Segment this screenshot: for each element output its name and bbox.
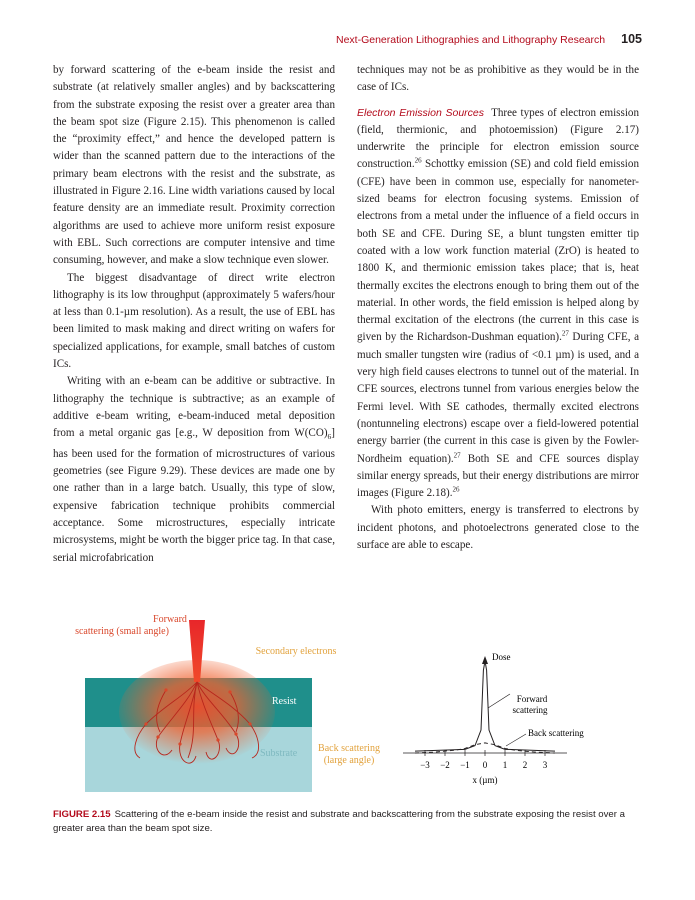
paragraph-text: Both SE and CFE sources display similar energy spreads, but their energy distributions are mirror images (Figure 2.18). bbox=[357, 452, 639, 500]
reference: 26 bbox=[414, 156, 422, 165]
paragraph-text: Schottky emission (SE) and cold field emission (CFE) have been in common use, especially for nanometer-sized beams for electron focusing systems. Emission of electrons from a metal under the influence of a field occurs in both SE and CFE. During SE, a blunt tungsten emitter tip coated with a low work function material (ZrO) is heated to 1800 K, and thermionic emission takes place; that is, heat thermally excites the electrons enough to bring them out of the material. In other words, the field emission is helped along by thermal excitation of the electrons (the current in this case is given by the Richardson-Dushman equation). bbox=[357, 158, 639, 344]
right-column bbox=[357, 62, 639, 554]
running-header bbox=[336, 33, 642, 49]
x-tick-label: 3 bbox=[542, 760, 548, 770]
figure-2-15 bbox=[60, 612, 650, 802]
label-resist: Resist bbox=[272, 696, 297, 707]
reference: 27 bbox=[453, 450, 461, 459]
label-back-scattering-detail: (large angle) bbox=[323, 755, 375, 766]
paragraph bbox=[357, 105, 639, 503]
graph-label-back: Back scattering bbox=[528, 728, 584, 738]
caption-label: FIGURE 2.15 bbox=[53, 809, 111, 820]
x-tick-label: −2 bbox=[440, 760, 450, 770]
x-tick-label: −1 bbox=[460, 760, 470, 770]
paragraph-text: Writing with an e-beam can be additive or subtractive. In lithography the technique is subtractive; as an example of additive e-beam writing, e-beam-induced metal deposition from a metal organic gas [e.g., W deposition from W(CO) bbox=[53, 375, 335, 440]
reference: 27 bbox=[561, 329, 569, 338]
paragraph-text: During CFE, a much smaller tungsten wire (radius of <0.1 µm) is used, and a very high field causes electrons to tunnel out of the material. In CFE sources, electrons tunnel from various energies below the Fermi level. With SE cathodes, thermally excited electrons (nontunneling electrons) escape over a field-lowered potential energy barrier (the current in this case is given by the Fowler-Nordheim equation). bbox=[357, 331, 639, 465]
figure-graphic bbox=[60, 612, 650, 802]
dose-graph bbox=[403, 652, 584, 785]
figure-caption bbox=[53, 808, 645, 836]
paragraph-text: Three types of electron emission (field, thermionic, and photoemission) (Figure 2.17) underwrite the principle for electron emission source construction. bbox=[357, 106, 639, 171]
graph-label-dose: Dose bbox=[492, 652, 511, 662]
label-forward-scattering-detail: scattering (small angle) bbox=[75, 626, 169, 637]
x-tick-label: −3 bbox=[420, 760, 430, 770]
subscript: 6 bbox=[327, 432, 332, 442]
x-tick-label: 0 bbox=[482, 760, 488, 770]
label-forward-scattering: Forward bbox=[153, 614, 187, 625]
paragraph: With photo emitters, energy is transferred to electrons by incident photons, and photoelectrons generated close to the surface are able to escape. bbox=[357, 504, 639, 552]
section-subheading: Electron Emission Sources bbox=[357, 106, 485, 119]
forward-leader bbox=[488, 694, 510, 708]
graph-label-forward: Forward bbox=[516, 694, 548, 704]
paragraph bbox=[53, 373, 335, 566]
left-column bbox=[53, 62, 335, 567]
reference: 26 bbox=[452, 485, 460, 494]
label-secondary-electrons: Secondary electrons bbox=[255, 646, 337, 657]
caption-text: Scattering of the e-beam inside the resist and substrate and backscattering from the substrate exposing the resist over a greater area than the beam spot size. bbox=[53, 809, 625, 834]
x-tick-label: 1 bbox=[502, 760, 508, 770]
paragraph: techniques may not be as prohibitive as they would be in the case of ICs. bbox=[357, 64, 639, 94]
x-axis-label: x (µm) bbox=[472, 775, 498, 785]
paragraph: The biggest disadvantage of direct write electron lithography is its low throughput (approximately 5 wafers/hour at less than 0.1-µm resolution). As a result, the use of EBL has been limited to mask making and direct writing on wafers for specialized applications, for example, small batches of custom ICs. bbox=[53, 271, 335, 371]
label-back-scattering: Back scattering bbox=[318, 743, 380, 754]
graph-label-forward-2: scattering bbox=[512, 705, 548, 715]
back-leader bbox=[506, 734, 526, 746]
paragraph-text: ] has been used for the formation of microstructures of various geometries (see Figure 9.29). These devices are made one by one rather than in a large batch. Usually, this type of slow, expensive fabrication technique prohibits commercial acceptance. Some microstructures, especially intricate microsystems, might be worth the bigger price tag. In that case, serial microfabrication bbox=[53, 427, 335, 564]
paragraph: by forward scattering of the e-beam inside the resist and substrate (at relatively smaller angles) and by backscattering from the substrate exposing the resist over a greater area than the beam spot size (Figure 2.15). This phenomenon is called the “proximity effect,” and hence the developed pattern is wider than the scanned pattern due to the interactions of the primary beam electrons with the resist and the substrate, as illustrated in Figure 2.16. Line width variations caused by local feature density are an immediate result. Proximity correction algorithms are used to achieve more uniform resist exposure with EBL. Such corrections are computer intensive and time consuming, however, and make a slow technique even slower. bbox=[53, 64, 335, 267]
page-number: 105 bbox=[621, 32, 642, 46]
label-substrate: Substrate bbox=[260, 748, 298, 759]
running-title: Next-Generation Lithographies and Lithography Research bbox=[336, 34, 606, 46]
dose-arrow bbox=[482, 656, 488, 664]
x-tick-label: 2 bbox=[522, 760, 528, 770]
